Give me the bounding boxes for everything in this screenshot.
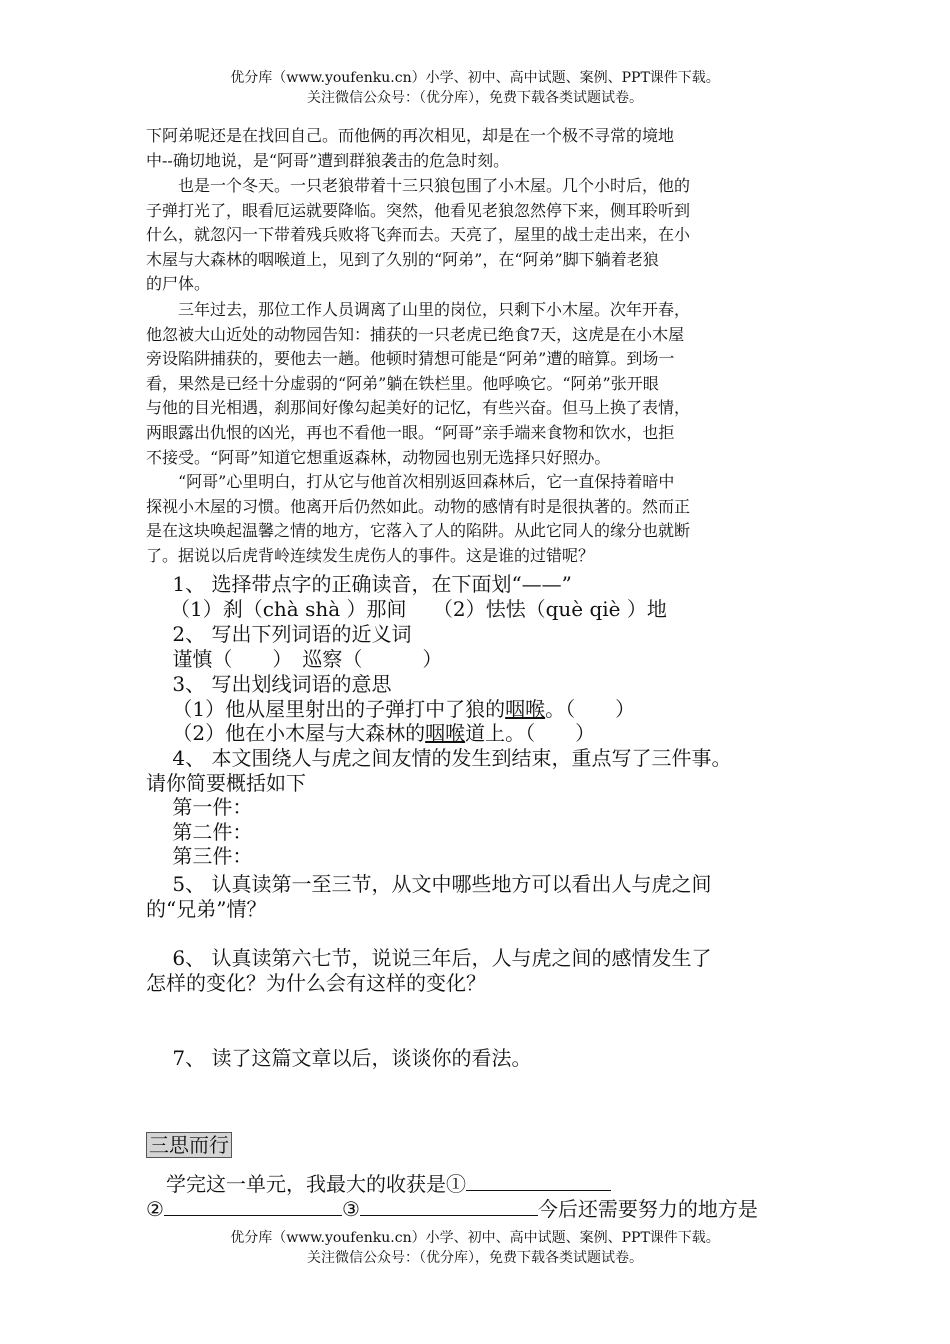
text-line: 也是一个冬天。一只老狼带着十三只狼包围了小木屋。几个小时后，他的 <box>146 176 691 195</box>
article-paragraph-3 <box>146 298 816 470</box>
question-3 <box>146 672 826 746</box>
q3a-post: 。（ ） <box>545 696 636 721</box>
reflection-line-2 <box>146 1195 826 1222</box>
text-line: 下阿弟呢还是在找回自己。而他俩的再次相见，却是在一个极不寻常的境地 <box>146 126 675 145</box>
text-line: 木屋与大森林的咽喉道上，见到了久别的“阿弟”，在“阿弟”脚下躺着老狼 <box>146 249 659 269</box>
text-line: 的尸体。 <box>146 274 211 294</box>
text-line: 看，果然是已经十分虚弱的“阿弟”躺在铁栏里。他呼唤它。“阿弟”张开眼 <box>146 373 659 393</box>
header-line-1: 优分库（www.youfenku.cn）小学、初中、高中试题、案例、PPT课件下载。 <box>230 70 720 86</box>
question-6-line-2: 怎样的变化？为什么会有这样的变化？ <box>146 970 486 995</box>
article-paragraph-2 <box>146 174 816 297</box>
section-tag-reflection: 三思而行 <box>146 1132 232 1158</box>
article-paragraph-1 <box>146 124 816 173</box>
question-6-line-1: 6、 认真读第六七节，说说三年后，人与虎之间的感情发生了 <box>146 946 712 970</box>
question-4 <box>146 746 826 869</box>
question-3-item-2 <box>146 721 826 746</box>
answer-blank-3[interactable] <box>360 1195 538 1216</box>
answer-blank-1[interactable] <box>466 1170 611 1191</box>
question-2-prompt: 2、 写出下列词语的近义词 <box>146 622 412 646</box>
circle-3-mark: ③ <box>341 1197 360 1221</box>
question-4-third: 第三件： <box>146 844 253 869</box>
question-4-line-1: 4、 本文围绕人与虎之间友情的发生到结束，重点写了三件事。 <box>146 746 732 770</box>
text-line: 子弹打光了，眼看厄运就要降临。突然，他看见老狼忽然停下来，侧耳聆听到 <box>146 200 691 220</box>
question-1-options <box>170 597 850 622</box>
question-6 <box>146 946 826 995</box>
underlined-word: 咽喉 <box>505 696 546 721</box>
q3b-pre: （2）他在小木屋与大森林的 <box>146 721 426 746</box>
question-1-options-text: （1）刹（chà shà ）那间 （2）怯怯（què qiè ）地 <box>170 597 667 621</box>
q3a-pre: （1）他从屋里射出的子弹打中了狼的 <box>146 696 506 721</box>
q3b-post: 道上。（ ） <box>465 721 596 746</box>
page-footer <box>0 1228 950 1268</box>
text-line: 旁设陷阱捕获的，要他去一趟。他顿时猜想可能是“阿弟”遭的暗算。到场一 <box>146 349 675 369</box>
reflection-line-2-content <box>146 1195 826 1222</box>
question-3-item-1 <box>146 697 826 722</box>
question-1 <box>146 572 826 597</box>
question-4-first: 第一件： <box>146 795 253 820</box>
text-line: 与他的目光相遇，刹那间好像勾起美好的记忆，有些兴奋。但马上换了表情， <box>146 398 691 418</box>
reflection-line-1 <box>146 1170 826 1197</box>
question-3-prompt: 3、 写出划线词语的意思 <box>146 672 392 696</box>
underlined-word: 咽喉 <box>425 721 466 746</box>
header-line-2: 关注微信公众号：（优分库），免费下载各类试题试卷。 <box>307 90 643 106</box>
text-line: 了。据说以后虎背岭连续发生虎伤人的事件。这是谁的过错呢？ <box>146 545 595 565</box>
circle-2-mark: ② <box>146 1197 164 1221</box>
question-7 <box>146 1046 826 1071</box>
article-paragraph-4 <box>146 470 816 568</box>
text-line: 他忽被大山近处的动物园告知：捕获的一只老虎已绝食7天，这虎是在小木屋 <box>146 324 685 344</box>
text-line: 三年过去，那位工作人员调离了山里的岗位，只剩下小木屋。次年开春， <box>146 300 691 319</box>
page-header <box>0 68 950 108</box>
footer-line-2: 关注微信公众号：（优分库），免费下载各类试题试卷。 <box>307 1250 643 1266</box>
question-5-line-1: 5、 认真读第一至三节，从文中哪些地方可以看出人与虎之间 <box>146 872 712 896</box>
reflection-prompt: 学完这一单元，我最大的收获是① <box>146 1172 466 1196</box>
question-4-line-2: 请你简要概括如下 <box>146 770 306 795</box>
text-line: 不接受。“阿哥”知道它想重返森林，动物园也别无选择只好照办。 <box>146 447 611 467</box>
text-line: 什么，就忽闪一下带着残兵败将飞奔而去。天亮了，屋里的战士走出来，在小 <box>146 225 691 245</box>
text-line: “阿哥”心里明白，打从它与他首次相别返回森林后，它一直保持着暗中 <box>146 472 675 491</box>
text-line: 两眼露出仇恨的凶光，再也不看他一眼。“阿哥”亲手端来食物和饮水，也拒 <box>146 422 675 442</box>
footer-line-1: 优分库（www.youfenku.cn）小学、初中、高中试题、案例、PPT课件下载。 <box>230 1230 720 1246</box>
question-7-prompt: 7、 读了这篇文章以后，谈谈你的看法。 <box>146 1046 532 1070</box>
question-4-second: 第二件： <box>146 819 253 844</box>
question-2-items: 谨慎（ ） 巡察（ ） <box>146 646 443 671</box>
text-line: 是在这块唤起温馨之情的地方，它落入了人的陷阱。从此它同人的缘分也就断 <box>146 521 691 541</box>
reflection-tail: 今后还需要努力的地方是 <box>537 1197 758 1221</box>
text-line: 探视小木屋的习惯。他离开后仍然如此。动物的感情有时是很执著的。然而正 <box>146 496 691 516</box>
reflection-line-1-content <box>146 1170 826 1197</box>
question-1-prompt: 1、 选择带点字的正确读音，在下面划“——” <box>146 572 572 596</box>
question-5-line-2: 的“兄弟”情？ <box>146 896 267 921</box>
question-5 <box>146 872 826 921</box>
text-line: 中--确切地说，是“阿哥”遭到群狼袭击的危急时刻。 <box>146 150 510 170</box>
question-2 <box>146 622 826 671</box>
answer-blank-2[interactable] <box>164 1195 342 1216</box>
